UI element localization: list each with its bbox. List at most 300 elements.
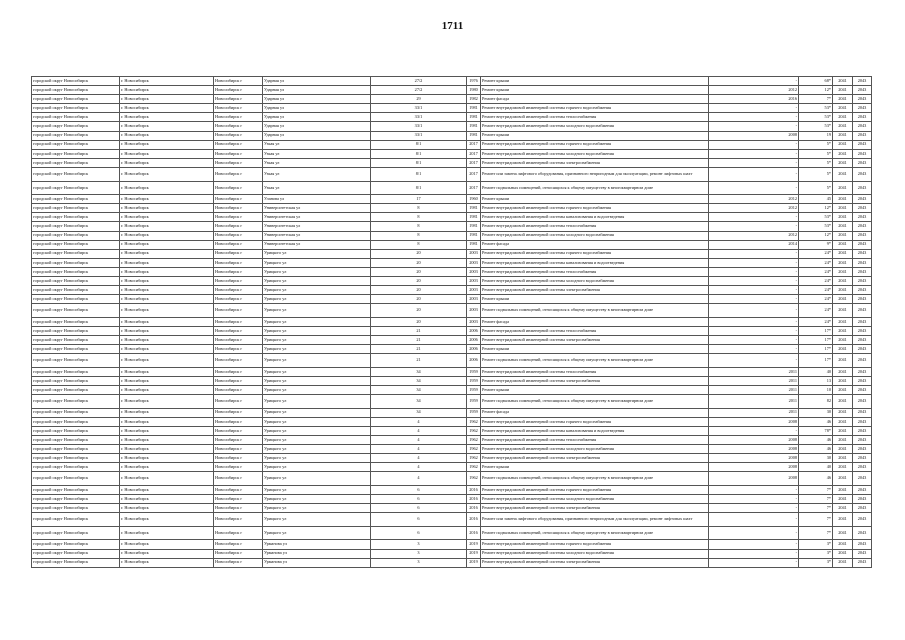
plan-start-year-cell: 2041 <box>833 558 853 567</box>
work-type-cell: Ремонт внутридомовой инженерной системы канализования и водоотведения <box>481 213 709 222</box>
city-cell: Новосибирск г <box>214 149 263 158</box>
municipality-cell: городской округ Новосибирск <box>32 326 120 335</box>
table-row <box>32 240 872 249</box>
city-cell: Новосибирск г <box>214 336 263 345</box>
plan-end-year-cell: 2043 <box>853 86 872 95</box>
plan-end-year-cell: 2043 <box>853 222 872 231</box>
last-repair-year-cell: 2011 <box>709 408 799 417</box>
city-cell: Новосибирск г <box>214 167 263 181</box>
table-row <box>32 258 872 267</box>
settlement-cell: г. Новосибирск <box>120 267 214 276</box>
street-cell: Урицкого ул <box>263 317 371 326</box>
last-repair-year-cell: - <box>709 549 799 558</box>
plan-end-year-cell: 2043 <box>853 435 872 444</box>
house-number-cell: 3 <box>371 558 467 567</box>
work-type-cell: Ремонт внутридомовой инженерной системы горячего водоснабжения <box>481 104 709 113</box>
house-number-cell: 20 <box>371 304 467 318</box>
municipality-cell: городской округ Новосибирск <box>32 213 120 222</box>
street-cell: Узкая ул <box>263 140 371 149</box>
commissioning-year-cell: 1959 <box>467 367 481 376</box>
table-row <box>32 77 872 86</box>
municipality-cell: городской округ Новосибирск <box>32 267 120 276</box>
plan-start-year-cell: 2041 <box>833 386 853 395</box>
settlement-cell: г. Новосибирск <box>120 276 214 285</box>
table-row <box>32 426 872 435</box>
settlement-cell: г. Новосибирск <box>120 435 214 444</box>
commissioning-year-cell: 2017 <box>467 167 481 181</box>
wear-percent-cell: 13 <box>799 376 833 385</box>
plan-start-year-cell: 2041 <box>833 95 853 104</box>
last-repair-year-cell: 2012 <box>709 86 799 95</box>
commissioning-year-cell: 1980 <box>467 86 481 95</box>
work-type-cell: Ремонт крыши <box>481 131 709 140</box>
city-cell: Новосибирск г <box>214 240 263 249</box>
plan-end-year-cell: 2043 <box>853 345 872 354</box>
table-row <box>32 304 872 318</box>
table-row <box>32 526 872 540</box>
settlement-cell: г. Новосибирск <box>120 417 214 426</box>
last-repair-year-cell: - <box>709 317 799 326</box>
plan-start-year-cell: 2041 <box>833 222 853 231</box>
table-row <box>32 195 872 204</box>
table-row <box>32 540 872 549</box>
wear-percent-cell: 24* <box>799 249 833 258</box>
work-type-cell: Ремонт внутридомовой инженерной системы холодного водоснабжения <box>481 495 709 504</box>
municipality-cell: городской округ Новосибирск <box>32 231 120 240</box>
city-cell: Новосибирск г <box>214 222 263 231</box>
plan-start-year-cell: 2041 <box>833 131 853 140</box>
house-number-cell: 4 <box>371 454 467 463</box>
city-cell: Новосибирск г <box>214 295 263 304</box>
plan-start-year-cell: 2041 <box>833 540 853 549</box>
city-cell: Новосибирск г <box>214 463 263 472</box>
plan-start-year-cell: 2041 <box>833 304 853 318</box>
wear-percent-cell: 46 <box>799 445 833 454</box>
settlement-cell: г. Новосибирск <box>120 513 214 527</box>
municipality-cell: городской округ Новосибирск <box>32 463 120 472</box>
plan-start-year-cell: 2041 <box>833 249 853 258</box>
city-cell: Новосибирск г <box>214 513 263 527</box>
table-row <box>32 122 872 131</box>
last-repair-year-cell: - <box>709 113 799 122</box>
plan-end-year-cell: 2043 <box>853 513 872 527</box>
city-cell: Новосибирск г <box>214 195 263 204</box>
street-cell: Урицкого ул <box>263 276 371 285</box>
commissioning-year-cell: 1960 <box>467 195 481 204</box>
plan-start-year-cell: 2041 <box>833 395 853 409</box>
wear-percent-cell: 78* <box>799 426 833 435</box>
municipality-cell: городской округ Новосибирск <box>32 317 120 326</box>
commissioning-year-cell: 1959 <box>467 395 481 409</box>
settlement-cell: г. Новосибирск <box>120 445 214 454</box>
city-cell: Новосибирск г <box>214 345 263 354</box>
plan-end-year-cell: 2043 <box>853 104 872 113</box>
house-number-cell: 34 <box>371 408 467 417</box>
table-row <box>32 267 872 276</box>
street-cell: Урицкого ул <box>263 286 371 295</box>
municipality-cell: городской округ Новосибирск <box>32 472 120 486</box>
last-repair-year-cell: 2016 <box>709 95 799 104</box>
municipality-cell: городской округ Новосибирск <box>32 240 120 249</box>
house-number-cell: 3 <box>371 540 467 549</box>
work-type-cell: Ремонт внутридомовой инженерной системы теплоснабжения <box>481 113 709 122</box>
plan-start-year-cell: 2041 <box>833 336 853 345</box>
table-row <box>32 286 872 295</box>
commissioning-year-cell: 2016 <box>467 485 481 494</box>
table-row <box>32 104 872 113</box>
plan-start-year-cell: 2041 <box>833 472 853 486</box>
plan-start-year-cell: 2041 <box>833 204 853 213</box>
commissioning-year-cell: 1981 <box>467 231 481 240</box>
table-row <box>32 317 872 326</box>
plan-end-year-cell: 2043 <box>853 77 872 86</box>
street-cell: Урицкого ул <box>263 454 371 463</box>
city-cell: Новосибирск г <box>214 445 263 454</box>
work-type-cell: Ремонт внутридомовой инженерной системы горячего водоснабжения <box>481 540 709 549</box>
plan-start-year-cell: 2041 <box>833 513 853 527</box>
last-repair-year-cell: - <box>709 540 799 549</box>
table-row <box>32 326 872 335</box>
settlement-cell: г. Новосибирск <box>120 113 214 122</box>
wear-percent-cell: 53* <box>799 222 833 231</box>
city-cell: Новосибирск г <box>214 540 263 549</box>
house-number-cell: 4 <box>371 463 467 472</box>
table-row <box>32 463 872 472</box>
work-type-cell: Ремонт крыши <box>481 86 709 95</box>
work-type-cell: Ремонт крыши <box>481 463 709 472</box>
house-number-cell: 20 <box>371 267 467 276</box>
wear-percent-cell: 7* <box>799 513 833 527</box>
city-cell: Новосибирск г <box>214 435 263 444</box>
wear-percent-cell: 3* <box>799 549 833 558</box>
table-row <box>32 276 872 285</box>
house-number-cell: 6 <box>371 485 467 494</box>
house-number-cell: 8 <box>371 222 467 231</box>
work-type-cell: Ремонт подвальных помещений, относящихся к общему имуществу в многоквартирном доме <box>481 472 709 486</box>
city-cell: Новосибирск г <box>214 276 263 285</box>
table-row <box>32 386 872 395</box>
commissioning-year-cell: 1962 <box>467 472 481 486</box>
wear-percent-cell: 24* <box>799 295 833 304</box>
house-number-cell: 8/1 <box>371 181 467 195</box>
last-repair-year-cell: - <box>709 326 799 335</box>
street-cell: Университетская ул <box>263 213 371 222</box>
municipality-cell: городской округ Новосибирск <box>32 158 120 167</box>
wear-percent-cell: 7* <box>799 95 833 104</box>
city-cell: Новосибирск г <box>214 204 263 213</box>
municipality-cell: городской округ Новосибирск <box>32 558 120 567</box>
municipality-cell: городской округ Новосибирск <box>32 395 120 409</box>
street-cell: Урицкого ул <box>263 435 371 444</box>
table-row <box>32 367 872 376</box>
house-number-cell: 17 <box>371 195 467 204</box>
city-cell: Новосибирск г <box>214 504 263 513</box>
settlement-cell: г. Новосибирск <box>120 304 214 318</box>
commissioning-year-cell: 2017 <box>467 181 481 195</box>
municipality-cell: городской округ Новосибирск <box>32 386 120 395</box>
wear-percent-cell: 12* <box>799 231 833 240</box>
table-row <box>32 158 872 167</box>
last-repair-year-cell: - <box>709 295 799 304</box>
wear-percent-cell: 82 <box>799 395 833 409</box>
commissioning-year-cell: 2016 <box>467 504 481 513</box>
house-number-cell: 21 <box>371 345 467 354</box>
street-cell: Ударная ул <box>263 131 371 140</box>
commissioning-year-cell: 1982 <box>467 95 481 104</box>
plan-start-year-cell: 2041 <box>833 295 853 304</box>
wear-percent-cell: 3* <box>799 540 833 549</box>
work-type-cell: Ремонт внутридомовой инженерной системы холодного водоснабжения <box>481 276 709 285</box>
municipality-cell: городской округ Новосибирск <box>32 549 120 558</box>
wear-percent-cell: 9* <box>799 240 833 249</box>
last-repair-year-cell: 2012 <box>709 195 799 204</box>
commissioning-year-cell: 2017 <box>467 140 481 149</box>
municipality-cell: городской округ Новосибирск <box>32 295 120 304</box>
commissioning-year-cell: 2003 <box>467 304 481 318</box>
plan-end-year-cell: 2043 <box>853 240 872 249</box>
city-cell: Новосибирск г <box>214 485 263 494</box>
commissioning-year-cell: 2003 <box>467 249 481 258</box>
table-row <box>32 408 872 417</box>
plan-start-year-cell: 2041 <box>833 267 853 276</box>
commissioning-year-cell: 1962 <box>467 454 481 463</box>
commissioning-year-cell: 2006 <box>467 326 481 335</box>
wear-percent-cell: 19 <box>799 131 833 140</box>
table-row <box>32 213 872 222</box>
settlement-cell: г. Новосибирск <box>120 463 214 472</box>
last-repair-year-cell: - <box>709 426 799 435</box>
last-repair-year-cell: 2011 <box>709 367 799 376</box>
settlement-cell: г. Новосибирск <box>120 504 214 513</box>
plan-end-year-cell: 2043 <box>853 445 872 454</box>
settlement-cell: г. Новосибирск <box>120 195 214 204</box>
last-repair-year-cell: - <box>709 345 799 354</box>
settlement-cell: г. Новосибирск <box>120 540 214 549</box>
table-row <box>32 149 872 158</box>
commissioning-year-cell: 1962 <box>467 463 481 472</box>
house-number-cell: 34 <box>371 395 467 409</box>
table-row <box>32 295 872 304</box>
table-row <box>32 485 872 494</box>
wear-percent-cell: 7* <box>799 485 833 494</box>
house-number-cell: 20 <box>371 295 467 304</box>
table-row <box>32 336 872 345</box>
work-type-cell: Ремонт внутридомовой инженерной системы теплоснабжения <box>481 367 709 376</box>
wear-percent-cell: 17* <box>799 345 833 354</box>
settlement-cell: г. Новосибирск <box>120 181 214 195</box>
city-cell: Новосибирск г <box>214 140 263 149</box>
house-number-cell: 4 <box>371 417 467 426</box>
work-type-cell: Ремонт внутридомовой инженерной системы электроснабжения <box>481 558 709 567</box>
settlement-cell: г. Новосибирск <box>120 472 214 486</box>
table-row <box>32 204 872 213</box>
plan-end-year-cell: 2043 <box>853 549 872 558</box>
wear-percent-cell: 24* <box>799 304 833 318</box>
last-repair-year-cell: 2012 <box>709 204 799 213</box>
municipality-cell: городской округ Новосибирск <box>32 445 120 454</box>
plan-end-year-cell: 2043 <box>853 454 872 463</box>
plan-end-year-cell: 2043 <box>853 304 872 318</box>
street-cell: Урицкого ул <box>263 513 371 527</box>
plan-start-year-cell: 2041 <box>833 149 853 158</box>
last-repair-year-cell: - <box>709 149 799 158</box>
last-repair-year-cell: 2008 <box>709 445 799 454</box>
settlement-cell: г. Новосибирск <box>120 336 214 345</box>
table-row <box>32 354 872 368</box>
plan-end-year-cell: 2043 <box>853 367 872 376</box>
plan-start-year-cell: 2041 <box>833 77 853 86</box>
street-cell: Ударная ул <box>263 86 371 95</box>
commissioning-year-cell: 1962 <box>467 435 481 444</box>
plan-end-year-cell: 2043 <box>853 426 872 435</box>
last-repair-year-cell: 2008 <box>709 131 799 140</box>
plan-start-year-cell: 2041 <box>833 454 853 463</box>
plan-end-year-cell: 2043 <box>853 213 872 222</box>
last-repair-year-cell: - <box>709 258 799 267</box>
plan-start-year-cell: 2041 <box>833 485 853 494</box>
last-repair-year-cell: 2012 <box>709 231 799 240</box>
city-cell: Новосибирск г <box>214 104 263 113</box>
settlement-cell: г. Новосибирск <box>120 140 214 149</box>
plan-end-year-cell: 2043 <box>853 504 872 513</box>
city-cell: Новосибирск г <box>214 408 263 417</box>
settlement-cell: г. Новосибирск <box>120 326 214 335</box>
plan-end-year-cell: 2043 <box>853 258 872 267</box>
commissioning-year-cell: 1962 <box>467 417 481 426</box>
table-row <box>32 549 872 558</box>
city-cell: Новосибирск г <box>214 395 263 409</box>
wear-percent-cell: 7* <box>799 526 833 540</box>
table-row <box>32 131 872 140</box>
table-row <box>32 86 872 95</box>
municipality-cell: городской округ Новосибирск <box>32 376 120 385</box>
last-repair-year-cell: - <box>709 354 799 368</box>
plan-end-year-cell: 2043 <box>853 472 872 486</box>
city-cell: Новосибирск г <box>214 286 263 295</box>
municipality-cell: городской округ Новосибирск <box>32 222 120 231</box>
municipality-cell: городской округ Новосибирск <box>32 345 120 354</box>
settlement-cell: г. Новосибирск <box>120 204 214 213</box>
settlement-cell: г. Новосибирск <box>120 495 214 504</box>
street-cell: Урицкого ул <box>263 345 371 354</box>
table-row <box>32 140 872 149</box>
plan-start-year-cell: 2041 <box>833 376 853 385</box>
commissioning-year-cell: 2003 <box>467 258 481 267</box>
plan-end-year-cell: 2043 <box>853 167 872 181</box>
work-type-cell: Ремонт крыши <box>481 295 709 304</box>
house-number-cell: 33/1 <box>371 131 467 140</box>
table-row <box>32 222 872 231</box>
house-number-cell: 3 <box>371 549 467 558</box>
house-number-cell: 8 <box>371 213 467 222</box>
wear-percent-cell: 24* <box>799 276 833 285</box>
plan-end-year-cell: 2043 <box>853 558 872 567</box>
house-number-cell: 29 <box>371 95 467 104</box>
settlement-cell: г. Новосибирск <box>120 149 214 158</box>
house-number-cell: 21 <box>371 336 467 345</box>
last-repair-year-cell: 2011 <box>709 386 799 395</box>
work-type-cell: Ремонт фасада <box>481 240 709 249</box>
wear-percent-cell: 53* <box>799 104 833 113</box>
last-repair-year-cell: - <box>709 504 799 513</box>
plan-end-year-cell: 2043 <box>853 336 872 345</box>
house-number-cell: 8/1 <box>371 167 467 181</box>
settlement-cell: г. Новосибирск <box>120 122 214 131</box>
commissioning-year-cell: 1981 <box>467 122 481 131</box>
commissioning-year-cell: 2003 <box>467 267 481 276</box>
plan-end-year-cell: 2043 <box>853 354 872 368</box>
work-type-cell: Ремонт внутридомовой инженерной системы холодного водоснабжения <box>481 122 709 131</box>
last-repair-year-cell: 2008 <box>709 454 799 463</box>
commissioning-year-cell: 2003 <box>467 276 481 285</box>
wear-percent-cell: 24* <box>799 317 833 326</box>
commissioning-year-cell: 2006 <box>467 345 481 354</box>
commissioning-year-cell: 1981 <box>467 204 481 213</box>
municipality-cell: городской округ Новосибирск <box>32 276 120 285</box>
settlement-cell: г. Новосибирск <box>120 354 214 368</box>
municipality-cell: городской округ Новосибирск <box>32 167 120 181</box>
settlement-cell: г. Новосибирск <box>120 454 214 463</box>
commissioning-year-cell: 1962 <box>467 445 481 454</box>
municipality-cell: городской округ Новосибирск <box>32 77 120 86</box>
street-cell: Урицкого ул <box>263 304 371 318</box>
street-cell: Урицкого ул <box>263 408 371 417</box>
street-cell: Ударная ул <box>263 95 371 104</box>
plan-start-year-cell: 2041 <box>833 276 853 285</box>
municipality-cell: городской округ Новосибирск <box>32 367 120 376</box>
work-type-cell: Ремонт крыши <box>481 195 709 204</box>
house-number-cell: 4 <box>371 445 467 454</box>
city-cell: Новосибирск г <box>214 317 263 326</box>
wear-percent-cell: 5* <box>799 181 833 195</box>
house-number-cell: 34 <box>371 367 467 376</box>
plan-start-year-cell: 2041 <box>833 104 853 113</box>
wear-percent-cell: 17* <box>799 336 833 345</box>
plan-start-year-cell: 2041 <box>833 181 853 195</box>
commissioning-year-cell: 2019 <box>467 540 481 549</box>
commissioning-year-cell: 1976 <box>467 77 481 86</box>
house-number-cell: 33/1 <box>371 113 467 122</box>
city-cell: Новосибирск г <box>214 326 263 335</box>
commissioning-year-cell: 1962 <box>467 426 481 435</box>
table-row <box>32 504 872 513</box>
last-repair-year-cell: 2008 <box>709 435 799 444</box>
last-repair-year-cell: - <box>709 181 799 195</box>
municipality-cell: городской округ Новосибирск <box>32 104 120 113</box>
plan-start-year-cell: 2041 <box>833 213 853 222</box>
street-cell: Университетская ул <box>263 231 371 240</box>
city-cell: Новосибирск г <box>214 549 263 558</box>
work-type-cell: Ремонт крыши <box>481 345 709 354</box>
work-type-cell: Ремонт внутридомовой инженерной системы теплоснабжения <box>481 326 709 335</box>
table-body <box>32 77 872 568</box>
plan-end-year-cell: 2043 <box>853 376 872 385</box>
work-type-cell: Ремонт внутридомовой инженерной системы электроснабжения <box>481 454 709 463</box>
commissioning-year-cell: 2019 <box>467 558 481 567</box>
last-repair-year-cell: - <box>709 336 799 345</box>
last-repair-year-cell: - <box>709 286 799 295</box>
settlement-cell: г. Новосибирск <box>120 240 214 249</box>
settlement-cell: г. Новосибирск <box>120 367 214 376</box>
house-number-cell: 4 <box>371 426 467 435</box>
municipality-cell: городской округ Новосибирск <box>32 122 120 131</box>
city-cell: Новосибирск г <box>214 77 263 86</box>
table-row <box>32 231 872 240</box>
settlement-cell: г. Новосибирск <box>120 213 214 222</box>
wear-percent-cell: 7* <box>799 504 833 513</box>
street-cell: Ударная ул <box>263 77 371 86</box>
wear-percent-cell: 40 <box>799 463 833 472</box>
